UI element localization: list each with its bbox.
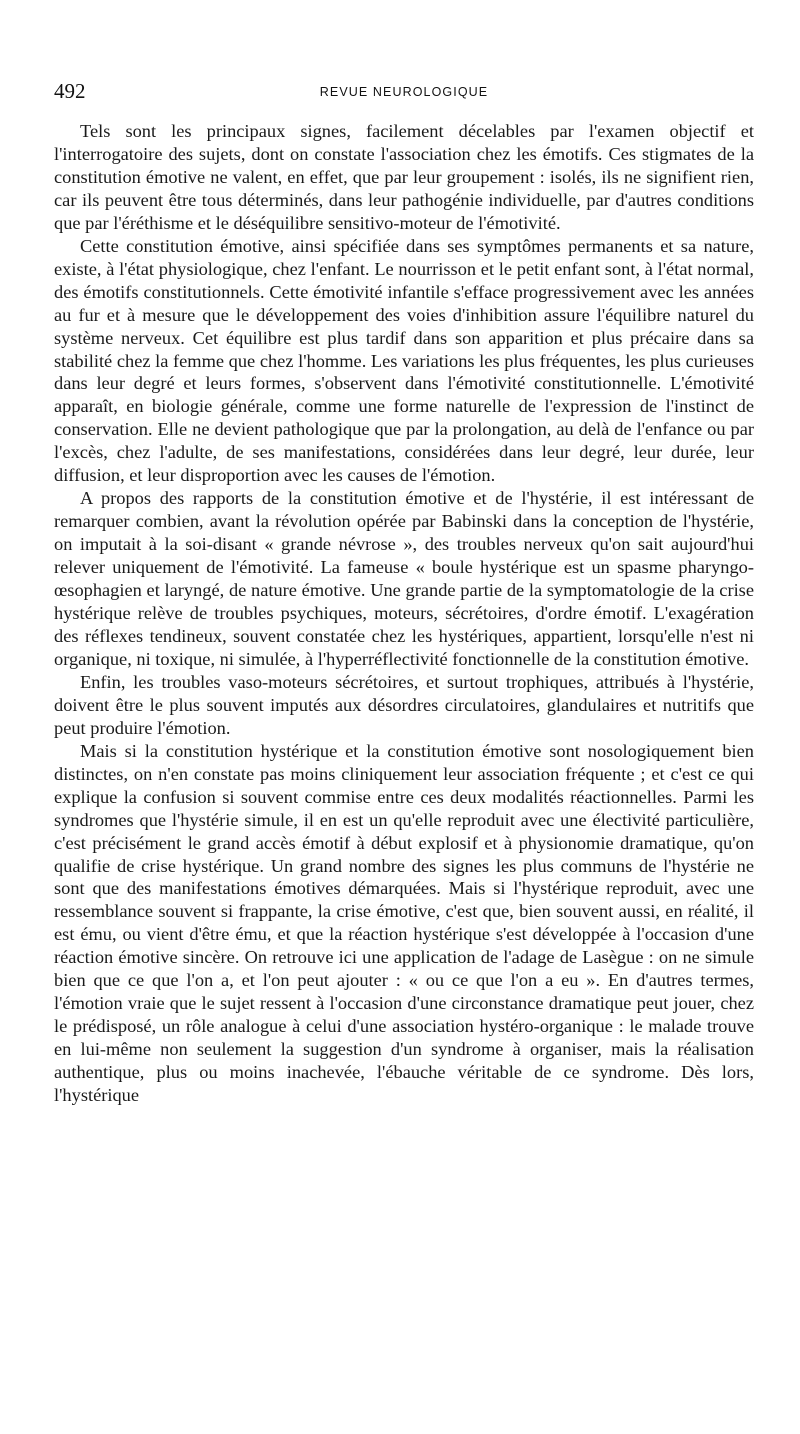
body-text (54, 120, 754, 1107)
paragraph-5: Mais si la constitution hystérique et la constitution émotive sont nosologiquement bien distinctes, on n'en constate pas moins cliniquement leur association fréquente ; et c'est ce qui explique la confusion si souvent commise entre ces deux modalités réactionnelles. Parmi les syndromes que l'hystérie simule, il en est un qu'elle reproduit avec une électivité particulière, c'est précisément le grand accès émotif à début explosif et à physionomie dramatique, qu'on qualifie de crise hystérique. Un grand nombre des signes les plus communs de l'hystérie ne sont que des manifestations émotives démarquées. Mais si l'hystérique reproduit, avec une ressemblance souvent si frappante, la crise émotive, c'est que, bien souvent aussi, en réalité, il est ému, ou vient d'être ému, et que la réaction hystérique s'est développée à l'occasion d'une réaction émotive sincère. On retrouve ici une application de l'adage de Lasègue : on ne simule bien que ce que l'on a, et l'on peut ajouter : « ou ce que l'on a eu ». En d'autres termes, l'émotion vraie que le sujet ressent à l'occasion d'une circonstance dramatique peut jouer, chez le prédisposé, un rôle analogue à celui d'une association hystéro-organique : le malade trouve en lui-même non seulement la suggestion d'un syndrome à organiser, mais la réalisation authentique, plus ou moins inachevée, l'ébauche véritable de ce syndrome. Dès lors, l'hystérique (54, 740, 754, 1106)
paragraph-1: Tels sont les principaux signes, facilement décelables par l'examen objectif et l'interrogatoire des sujets, dont on constate l'association chez les émotifs. Ces stigmates de la constitution émotive ne valent, en effet, que par leur groupement : isolés, ils ne signifient rien, car ils peuvent être tous déterminés, dans leur pathogénie individuelle, par d'autres conditions que par l'éréthisme et le déséquilibre sensitivo-moteur de l'émotivité. (54, 121, 754, 233)
paragraph-2: Cette constitution émotive, ainsi spécifiée dans ses symptômes permanents et sa nature, existe, à l'état physiologique, chez l'enfant. Le nourrisson et le petit enfant sont, à l'état normal, des émotifs constitutionnels. Cette émotivité infantile s'efface progressivement avec les années au fur et à mesure que le développement des voies d'inhibition assure l'équilibre naturel du système nerveux. Cet équilibre est plus tardif dans son apparition et plus précaire dans sa stabilité chez la femme que chez l'homme. Les variations les plus fréquentes, les plus curieuses dans leur degré et leurs formes, s'observent dans l'émotivité constitutionnelle. L'émotivité apparaît, en biologie générale, comme une forme naturelle de l'expression de l'instinct de conservation. Elle ne devient pathologique que par la prolongation, au delà de l'enfance ou par l'excès, chez l'adulte, de ses manifestations, considérées dans leur degré, leur durée, leur diffusion, et leur disproportion avec les causes de l'émotion. (54, 235, 754, 486)
paragraph-3: A propos des rapports de la constitution émotive et de l'hystérie, il est intéressant de remarquer combien, avant la révolution opérée par Babinski dans la conception de l'hystérie, on imputait à la soi-disant « grande névrose », des troubles nerveux qu'on sait aujourd'hui relever uniquement de l'émotivité. La fameuse « boule hystérique est un spasme pharyngo-œsophagien et laryngé, de nature émotive. Une grande partie de la symptomatologie de la crise hystérique relève de troubles psychiques, moteurs, sécrétoires, d'ordre émotif. L'exagération des réflexes tendineux, souvent constatée chez les hystériques, appartient, lorsqu'elle n'est ni organique, ni toxique, ni simulée, à l'hyperréflectivité fonctionnelle de la constitution émotive. (54, 488, 754, 669)
journal-title: REVUE NEUROLOGIQUE (319, 85, 489, 99)
page-number: 492 (54, 79, 86, 103)
paragraph-4: Enfin, les troubles vaso-moteurs sécrétoires, et surtout trophiques, attribués à l'hystérie, doivent être le plus souvent imputés aux désordres circulatoires, glandulaires et nutritifs que peut produire l'émotion. (54, 671, 754, 738)
page-header (54, 80, 754, 104)
